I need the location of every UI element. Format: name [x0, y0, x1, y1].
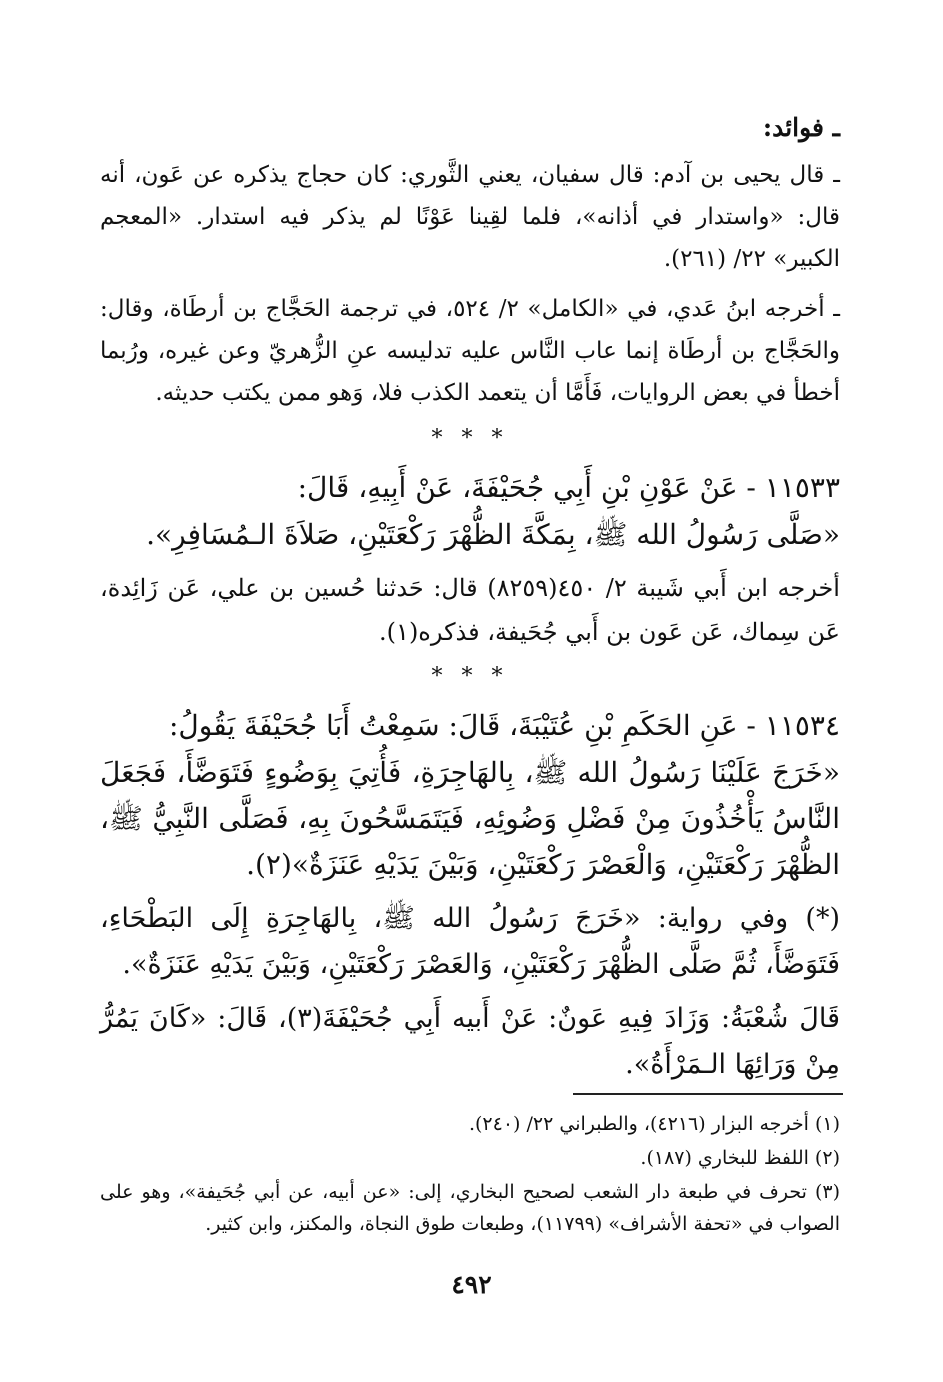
hadith-11533-source: أخرجه ابن أَبي شَيبة ٢/ ٤٥٠(٨٢٥٩) قال: حَدثنا حُسين بن علي، عَن زَائِدة، عَن سِماك، عَن عَون بن أَبي جُحَيفة، فذكره(١).	[100, 574, 840, 646]
page-body	[100, 108, 840, 1096]
hadith-11534-text: «خَرَجَ عَلَيْنَا رَسُولُ الله ﷺ، بِالهَاجِرَةِ، فَأُتِيَ بِوَضُوءٍ فَتَوَضَّأَ، فَجَعَلَ النَّاسُ يَأْخُذُونَ مِنْ فَضْلِ وَضُوئِهِ، فَيَتَمَسَّحُونَ بِهِ، فَصَلَّى النَّبِيُّ ﷺ، الظُّهْرَ رَكْعَتَيْنِ، وَالْعَصْرَ رَكْعَتَيْنِ، وَبَيْنَ يَدَيْهِ عَنَزَةٌ»(٢).	[100, 756, 840, 881]
footnotes	[100, 1108, 840, 1242]
hadith-11534-addition: قَالَ شُعْبَةُ: وَزَادَ فِيهِ عَونٌ: عَنْ أَبيه أَبِي جُحَيْفَةَ(٣)، قَالَ: «كَانَ يَمُرُّ مِنْ وَرَائِهَا الـمَرْأَةُ».	[100, 1003, 841, 1080]
footnote-1: (١) أخرجه البزار (٤٢١٦)، والطبراني ٢٢/ (٢٤٠).	[468, 1113, 840, 1135]
section-heading: ـ فوائد:	[762, 113, 840, 142]
hadith-11533-text: «صَلَّى رَسُولُ الله ﷺ، بِمَكَّةَ الظُّهْرَ رَكْعَتَيْنِ، صَلاَةَ الـمُسَافِرِ».	[146, 518, 840, 551]
benefit-note-2: ـ أخرجه ابنُ عَدي، في «الكامل» ٢/ ٥٢٤، في ترجمة الحَجَّاج بن أرطَاة، وقال: والحَجَّاج بن أرطَاة إنما عاب النَّاس عليه تدليسه عنِ الزُّهريّ وعن غيره، ورُبما أخطأ في بعض الروايات، فَأَمَّا أن يتعمد الكذب فلا، وَهو ممن يكتب حديثه.	[100, 296, 840, 406]
separator-stars: * * *	[431, 664, 509, 689]
footnote-3: (٣) تحرف في طبعة دار الشعب لصحيح البخاري، إلى: «عن أبيه، عن أبي جُحَيفة»، وهو على الصواب في «تحفة الأشراف» (١١٧٩٩)، وطبعات طوق النجاة، والمكنز، وابن كثير.	[100, 1181, 840, 1235]
hadith-11534-variant: (*) وفي رواية: «خَرَجَ رَسُولُ الله ﷺ، بِالهَاجِرَةِ إِلَى البَطْحَاءِ، فَتَوَضَّأَ، ثُمَّ صَلَّى الظُّهْرَ رَكْعَتَيْنِ، وَالعَصْرَ رَكْعَتَيْنِ، وَبَيْنَ يَدَيْهِ عَنَزَةٌ».	[100, 903, 840, 980]
page-number: ٤٩٢	[451, 1270, 492, 1299]
separator-stars: * * *	[431, 426, 509, 451]
hadith-11534-heading: ١١٥٣٤ - عَنِ الحَكَمِ بْنِ عُتَيْبَةَ، قَالَ: سَمِعْتُ أَبَا جُحَيْفَةَ يَقُولُ:	[168, 709, 840, 742]
footnote-2: (٢) اللفظ للبخاري (١٨٧).	[640, 1147, 840, 1169]
footnote-divider	[573, 1093, 843, 1095]
hadith-11533-heading: ١١٥٣٣ - عَنْ عَوْنِ بْنِ أَبِي جُحَيْفَةَ، عَنْ أَبِيهِ، قَالَ:	[297, 471, 840, 504]
benefit-note-1: ـ قال يحيى بن آدم: قال سفيان، يعني الثَّوري: كان حجاج يذكره عن عَون، أنه قال: «واستدار في أذانه»، فلما لقِينا عَوْنًا لم يذكر فيه استدار. «المعجم الكبير» ٢٢/ (٢٦١).	[100, 162, 840, 272]
